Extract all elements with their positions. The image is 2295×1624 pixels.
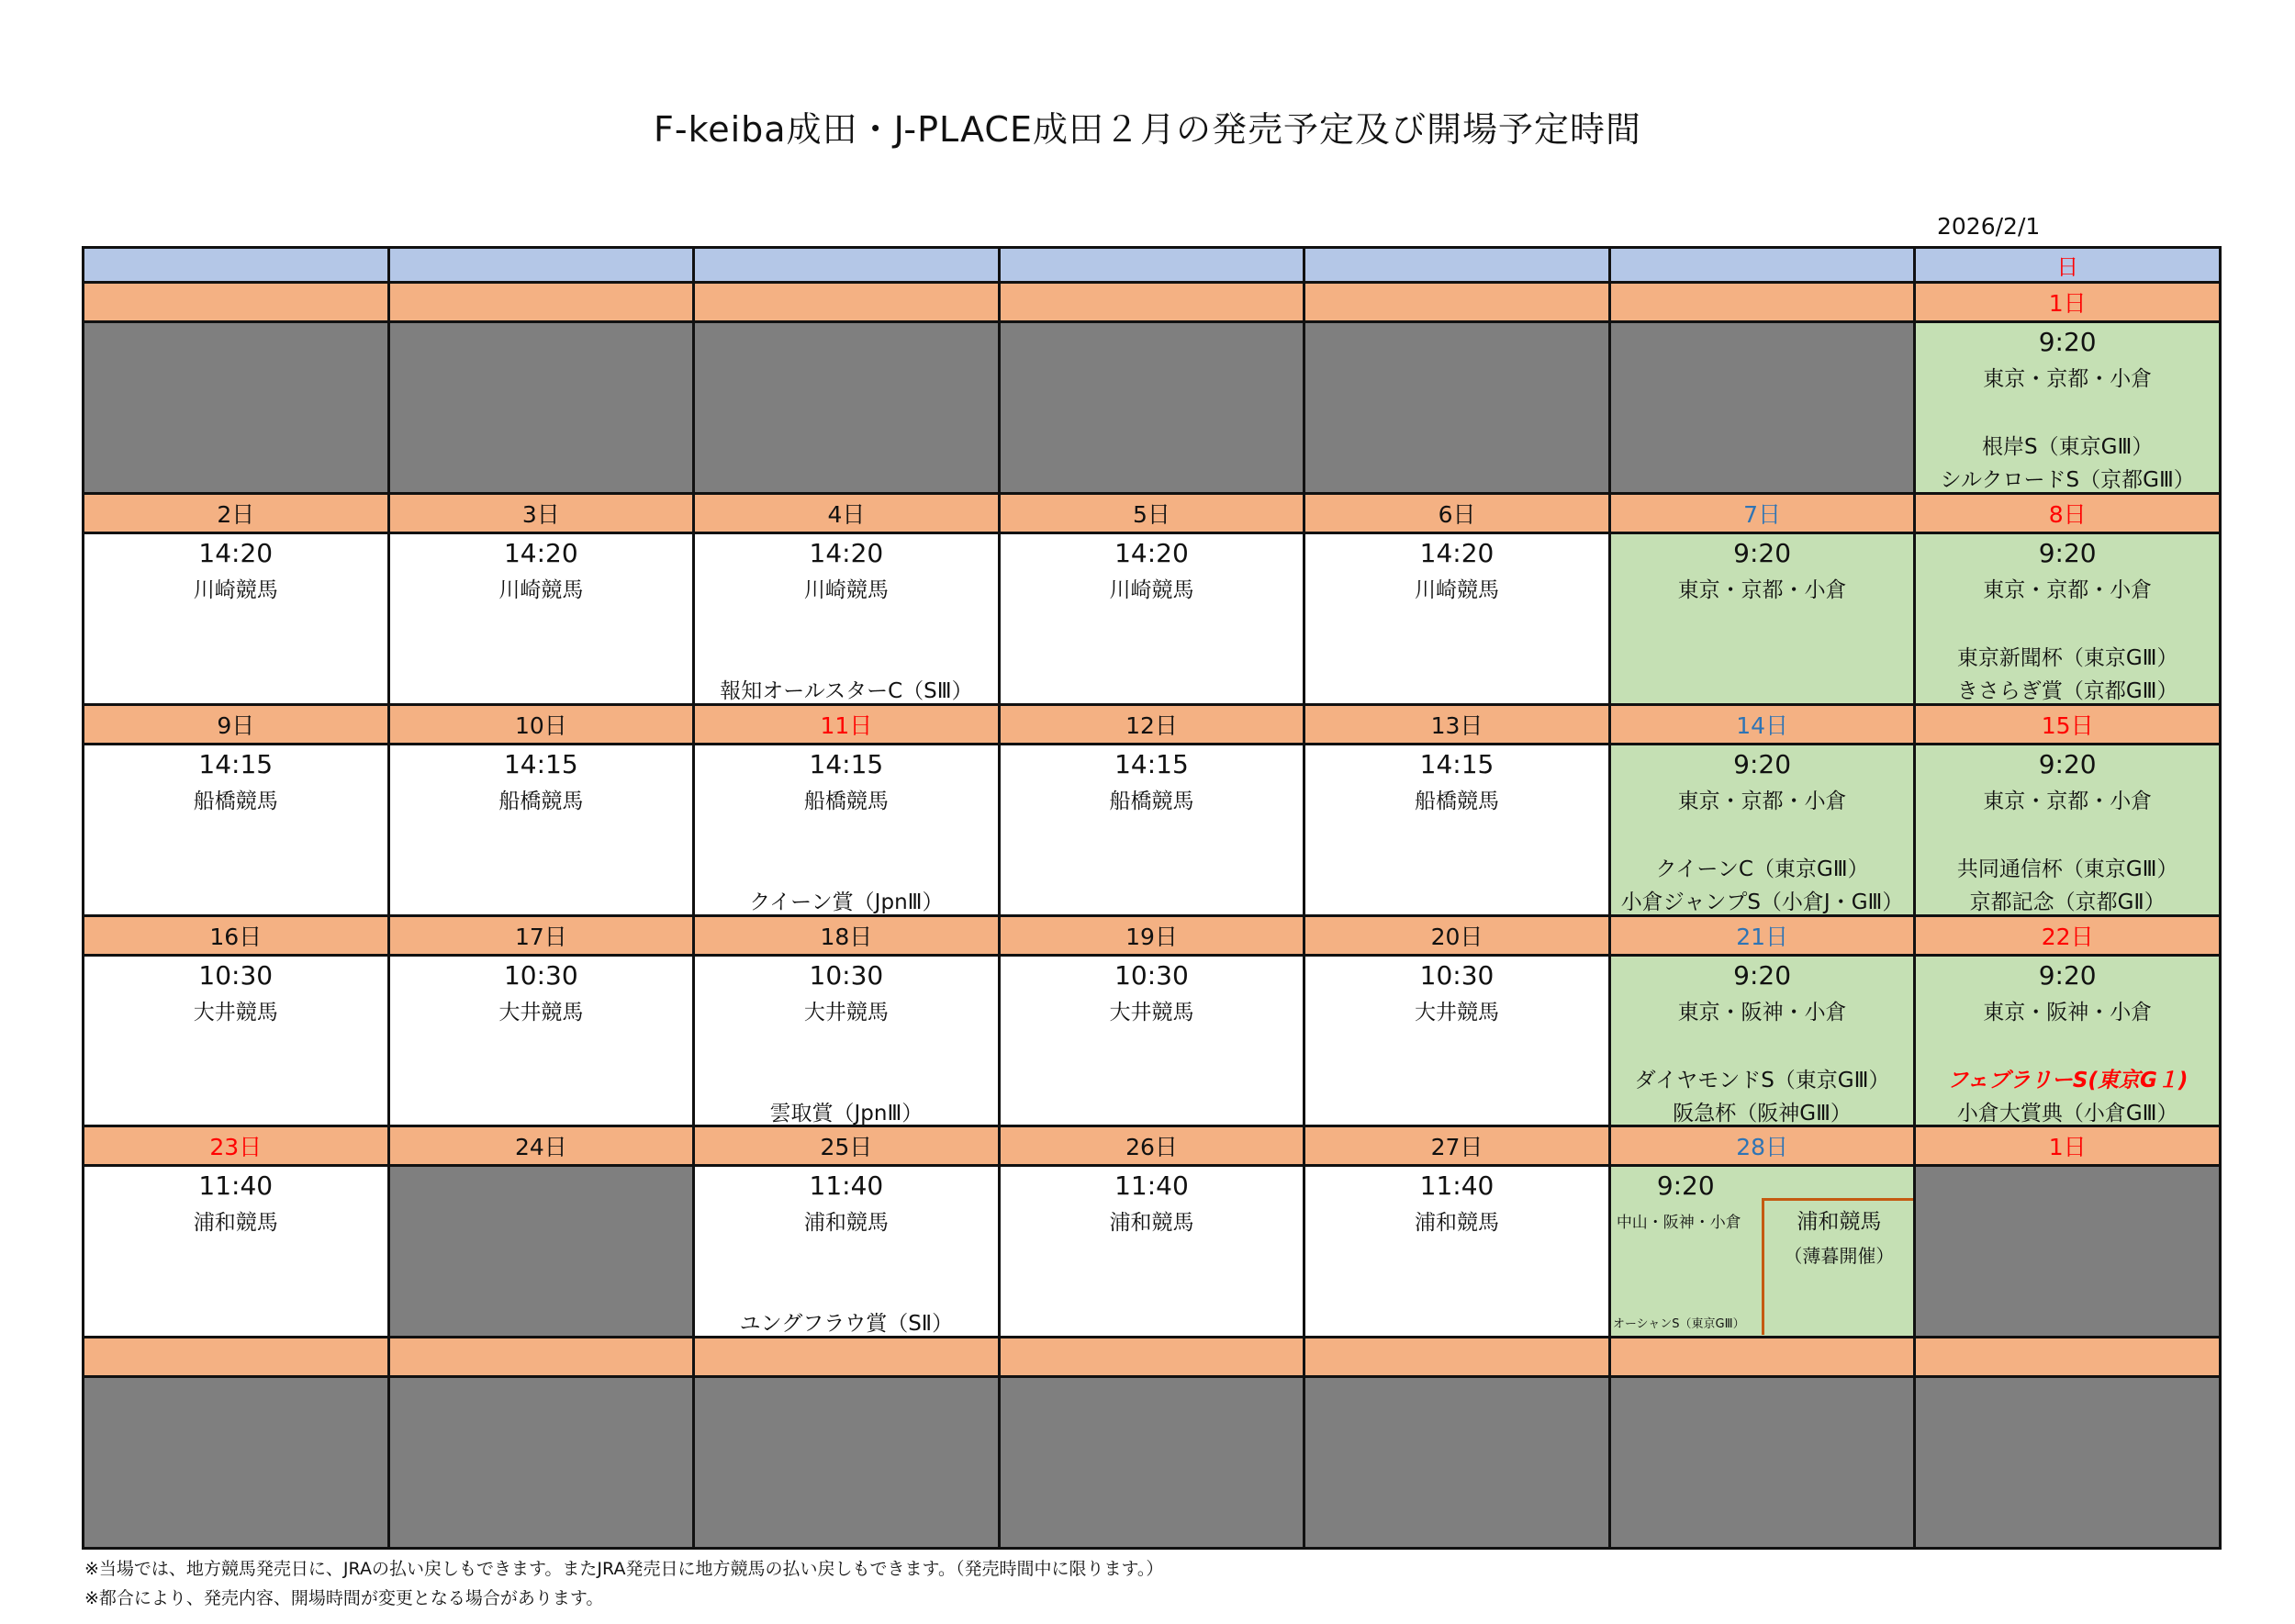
venue: 大井競馬 bbox=[193, 1000, 278, 1025]
date-cell: 24日 bbox=[388, 1126, 694, 1166]
local-cell bbox=[694, 744, 1000, 915]
open-time: 14:15 bbox=[1419, 748, 1495, 779]
date-cell: 3日 bbox=[388, 493, 694, 532]
date-cell: 15日 bbox=[1915, 704, 2221, 744]
venue: 東京・京都・小倉 bbox=[1983, 789, 2153, 813]
schedule-row bbox=[84, 1166, 2221, 1338]
date-cell: 16日 bbox=[84, 915, 389, 955]
local-cell bbox=[694, 533, 1000, 705]
jra-cell bbox=[1915, 533, 2221, 705]
local-cell bbox=[388, 533, 694, 705]
date-cell: 14日 bbox=[1609, 704, 1915, 744]
weekday-cell bbox=[388, 248, 694, 283]
date-cell bbox=[999, 283, 1304, 322]
date-cell: 17日 bbox=[388, 915, 694, 955]
closed-cell bbox=[84, 322, 389, 494]
twilight-note: （薄暮開催） bbox=[1784, 1245, 1895, 1268]
date-row bbox=[84, 1338, 2221, 1377]
race-name: 雲取賞（JpnⅢ） bbox=[769, 1101, 924, 1126]
venue: 東京・京都・小倉 bbox=[1677, 789, 1847, 813]
date-cell bbox=[84, 283, 389, 322]
race-name: 阪急杯（阪神GⅢ） bbox=[1673, 1101, 1852, 1126]
date-row bbox=[84, 915, 2221, 955]
issue-date: 2026/2/1 bbox=[1937, 213, 2041, 240]
venue: 東京・京都・小倉 bbox=[1983, 578, 2153, 603]
venue: 東京・京都・小倉 bbox=[1983, 367, 2153, 392]
closed-cell bbox=[694, 322, 1000, 494]
venue: 船橋競馬 bbox=[803, 789, 889, 813]
open-time: 14:15 bbox=[1114, 748, 1189, 779]
venue: 大井競馬 bbox=[803, 1000, 889, 1025]
schedule-row bbox=[84, 322, 2221, 494]
date-cell: 23日 bbox=[84, 1126, 389, 1166]
footnote: ※当場では、地方競馬発売日に、JRAの払い戻しもできます。またJRA発売日に地方競馬の払い戻しもできます。（発売時間中に限ります。） bbox=[84, 1559, 1164, 1579]
race-name: 共同通信杯（東京GⅢ） bbox=[1956, 857, 2178, 881]
open-time: 9:20 bbox=[2038, 748, 2097, 779]
closed-cell bbox=[1915, 1377, 2221, 1549]
date-cell: 10日 bbox=[388, 704, 694, 744]
jra-cell bbox=[1915, 322, 2221, 494]
jra-cell bbox=[1609, 955, 1915, 1126]
venue: 船橋競馬 bbox=[1109, 789, 1194, 813]
venue: 浦和競馬 bbox=[1415, 1211, 1500, 1236]
local-cell bbox=[1304, 744, 1610, 915]
race-name: クイーン賞（JpnⅢ） bbox=[749, 890, 944, 914]
open-time: 10:30 bbox=[198, 959, 274, 991]
date-cell: 28日 bbox=[1609, 1126, 1915, 1166]
date-cell bbox=[694, 1338, 1000, 1377]
venue: 川崎競馬 bbox=[803, 578, 889, 603]
date-cell: 27日 bbox=[1304, 1126, 1610, 1166]
venue: 浦和競馬 bbox=[803, 1211, 889, 1236]
calendar-table bbox=[82, 246, 2222, 1550]
closed-cell bbox=[388, 322, 694, 494]
local-cell bbox=[84, 955, 389, 1126]
date-cell bbox=[999, 1338, 1304, 1377]
local-cell bbox=[84, 1166, 389, 1338]
venue: 大井競馬 bbox=[1109, 1000, 1194, 1025]
open-time: 9:20 bbox=[1733, 748, 1792, 779]
date-cell: 1日 bbox=[1915, 1126, 2221, 1166]
jra-cell bbox=[1915, 744, 2221, 915]
closed-cell bbox=[388, 1377, 694, 1549]
closed-cell bbox=[1609, 322, 1915, 494]
closed-cell bbox=[1915, 1166, 2221, 1338]
date-cell: 2日 bbox=[84, 493, 389, 532]
jra-cell bbox=[1915, 955, 2221, 1126]
venue: 川崎競馬 bbox=[1109, 578, 1194, 603]
closed-cell bbox=[694, 1377, 1000, 1549]
open-time: 11:40 bbox=[1114, 1170, 1189, 1202]
jra-cell bbox=[1609, 744, 1915, 915]
date-cell: 4日 bbox=[694, 493, 1000, 532]
footnote: ※都合により、発売内容、開場時間が変更となる場合があります。 bbox=[84, 1588, 604, 1608]
race-name: 東京新聞杯（東京GⅢ） bbox=[1956, 646, 2178, 671]
date-cell: 25日 bbox=[694, 1126, 1000, 1166]
open-time: 10:30 bbox=[1419, 959, 1495, 991]
schedule-row bbox=[84, 1377, 2221, 1549]
date-cell: 1日 bbox=[1915, 283, 2221, 322]
open-time: 14:15 bbox=[198, 748, 274, 779]
venue: 浦和競馬 bbox=[193, 1211, 278, 1236]
date-cell: 21日 bbox=[1609, 915, 1915, 955]
race-name: 根岸S（東京GⅢ） bbox=[1982, 435, 2154, 460]
weekday-row bbox=[84, 248, 2221, 283]
race-name: ユングフラウ賞（SⅡ） bbox=[739, 1312, 954, 1337]
date-cell: 9日 bbox=[84, 704, 389, 744]
local-cell bbox=[999, 533, 1304, 705]
weekday-cell bbox=[1304, 248, 1610, 283]
open-time: 11:40 bbox=[809, 1170, 884, 1202]
schedule-row bbox=[84, 744, 2221, 915]
venue: 船橋競馬 bbox=[1415, 789, 1500, 813]
venue: 川崎競馬 bbox=[193, 578, 278, 603]
date-cell bbox=[694, 283, 1000, 322]
race-name: きさらぎ賞（京都GⅢ） bbox=[1956, 679, 2178, 704]
date-cell: 20日 bbox=[1304, 915, 1610, 955]
date-row bbox=[84, 493, 2221, 532]
date-cell bbox=[1609, 1338, 1915, 1377]
local-cell bbox=[388, 955, 694, 1126]
weekday-cell bbox=[999, 248, 1304, 283]
page-title: F-keiba成田・J-PLACE成田２月の発売予定及び開場予定時間 bbox=[654, 109, 1641, 150]
date-cell: 12日 bbox=[999, 704, 1304, 744]
race-name: クイーンC（東京GⅢ） bbox=[1655, 857, 1869, 881]
open-time: 11:40 bbox=[198, 1170, 274, 1202]
date-cell: 13日 bbox=[1304, 704, 1610, 744]
local-cell bbox=[1304, 533, 1610, 705]
race-name-g1: フェブラリーS(東京G１) bbox=[1947, 1068, 2189, 1092]
venue: 東京・阪神・小倉 bbox=[1677, 1000, 1847, 1025]
footnotes bbox=[84, 1554, 1163, 1613]
open-time: 14:20 bbox=[503, 538, 578, 569]
open-time: 10:30 bbox=[809, 959, 884, 991]
venue: 大井競馬 bbox=[1415, 1000, 1500, 1025]
venue: 大井競馬 bbox=[498, 1000, 584, 1025]
open-time: 14:20 bbox=[809, 538, 884, 569]
local-cell bbox=[694, 1166, 1000, 1338]
schedule-row bbox=[84, 533, 2221, 705]
date-cell: 7日 bbox=[1609, 493, 1915, 532]
date-row bbox=[84, 283, 2221, 322]
weekday-cell bbox=[1609, 248, 1915, 283]
jra-cell-split bbox=[1609, 1166, 1915, 1338]
date-cell: 26日 bbox=[999, 1126, 1304, 1166]
date-cell bbox=[1304, 1338, 1610, 1377]
race-name: ダイヤモンドS（東京GⅢ） bbox=[1634, 1068, 1890, 1092]
open-time: 9:20 bbox=[2038, 538, 2097, 569]
schedule-row bbox=[84, 955, 2221, 1126]
date-cell bbox=[388, 1338, 694, 1377]
date-cell bbox=[1915, 1338, 2221, 1377]
local-cell bbox=[999, 744, 1304, 915]
race-name: 小倉ジャンプS（小倉J・GⅢ） bbox=[1620, 890, 1904, 914]
closed-cell bbox=[1609, 1377, 1915, 1549]
date-cell: 11日 bbox=[694, 704, 1000, 744]
open-time: 14:20 bbox=[1419, 538, 1495, 569]
date-cell bbox=[84, 1338, 389, 1377]
open-time: 9:20 bbox=[1733, 538, 1792, 569]
date-cell: 6日 bbox=[1304, 493, 1610, 532]
weekday-cell bbox=[694, 248, 1000, 283]
open-time: 10:30 bbox=[503, 959, 578, 991]
open-time: 9:20 bbox=[2038, 959, 2097, 991]
open-time: 14:20 bbox=[1114, 538, 1189, 569]
venue: 川崎競馬 bbox=[1415, 578, 1500, 603]
date-cell: 18日 bbox=[694, 915, 1000, 955]
open-time: 14:15 bbox=[809, 748, 884, 779]
venue: 船橋競馬 bbox=[498, 789, 584, 813]
open-time: 9:20 bbox=[1656, 1170, 1715, 1202]
race-name: オーシャンS（東京GⅢ） bbox=[1612, 1317, 1745, 1332]
venue: 浦和競馬 bbox=[1109, 1211, 1194, 1236]
race-name: シルクロードS（京都GⅢ） bbox=[1940, 468, 2195, 493]
local-cell bbox=[694, 955, 1000, 1126]
race-name: 報知オールスターC（SⅢ） bbox=[720, 679, 973, 704]
weekday-cell bbox=[84, 248, 389, 283]
venue: 中山・阪神・小倉 bbox=[1616, 1214, 1741, 1233]
weekday-cell-sunday: 日 bbox=[1915, 248, 2221, 283]
local-cell bbox=[388, 744, 694, 915]
open-time: 11:40 bbox=[1419, 1170, 1495, 1202]
open-time: 9:20 bbox=[2038, 327, 2097, 358]
local-cell bbox=[1304, 1166, 1610, 1338]
open-time: 14:20 bbox=[198, 538, 274, 569]
date-cell bbox=[1609, 283, 1915, 322]
closed-cell bbox=[999, 322, 1304, 494]
date-cell: 8日 bbox=[1915, 493, 2221, 532]
date-cell: 5日 bbox=[999, 493, 1304, 532]
twilight-subcell bbox=[1762, 1198, 1913, 1335]
date-cell: 19日 bbox=[999, 915, 1304, 955]
closed-cell bbox=[999, 1377, 1304, 1549]
closed-cell bbox=[1304, 322, 1610, 494]
venue: 船橋競馬 bbox=[193, 789, 278, 813]
closed-cell bbox=[1304, 1377, 1610, 1549]
date-cell bbox=[1304, 283, 1610, 322]
race-name: 小倉大賞典（小倉GⅢ） bbox=[1956, 1101, 2178, 1126]
local-cell bbox=[999, 1166, 1304, 1338]
race-name: 京都記念（京都GⅡ） bbox=[1969, 890, 2166, 914]
closed-cell bbox=[84, 1377, 389, 1549]
date-cell: 22日 bbox=[1915, 915, 2221, 955]
venue: 川崎競馬 bbox=[498, 578, 584, 603]
date-row bbox=[84, 704, 2221, 744]
local-cell bbox=[84, 744, 389, 915]
open-time: 9:20 bbox=[1733, 959, 1792, 991]
venue: 浦和競馬 bbox=[1797, 1210, 1882, 1235]
jra-cell bbox=[1609, 533, 1915, 705]
local-cell bbox=[999, 955, 1304, 1126]
open-time: 14:15 bbox=[503, 748, 578, 779]
date-cell bbox=[388, 283, 694, 322]
venue: 東京・京都・小倉 bbox=[1677, 578, 1847, 603]
local-cell bbox=[84, 533, 389, 705]
local-cell bbox=[1304, 955, 1610, 1126]
venue: 東京・阪神・小倉 bbox=[1983, 1000, 2153, 1025]
open-time: 10:30 bbox=[1114, 959, 1189, 991]
closed-cell bbox=[388, 1166, 694, 1338]
date-row bbox=[84, 1126, 2221, 1166]
